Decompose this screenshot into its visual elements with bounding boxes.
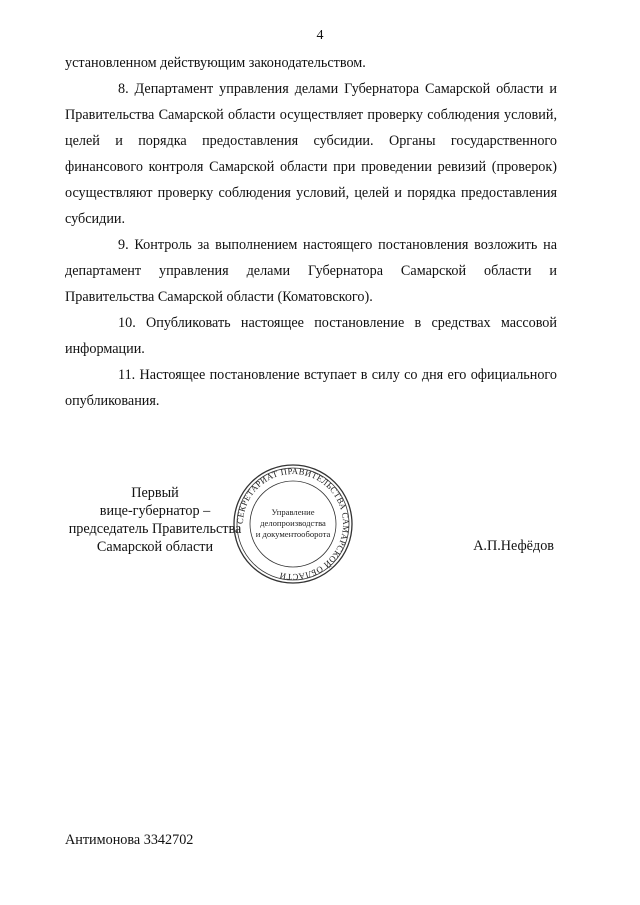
paragraph-continuation: установленном действующим законодательством. xyxy=(65,55,366,71)
seal-center-line: делопроизводства xyxy=(260,518,326,528)
paragraph-10: 10. Опубликовать настоящее постановление в средствах массовой информации. xyxy=(65,315,557,357)
signatory-title-line: Первый xyxy=(131,485,179,501)
paragraph-8: 8. Департамент управления делами Губернатора Самарской области и Правительства Самарской области осуществляет проверку соблюдения условий, целей и порядка предоставления субсидии. Органы государственного финансового контроля Самарской области при проведении ревизий (проверок) осуществляют проверку соблюдения условий, целей и порядка предоставления субсидии. xyxy=(65,81,557,227)
paragraph-11: 11. Настоящее постановление вступает в силу со дня его официального опубликования. xyxy=(65,367,557,409)
signatory-title-line: Самарской области xyxy=(96,539,214,555)
signatory-title-line: вице-губернатор – xyxy=(99,503,211,519)
signatory-title-line: председатель Правительства xyxy=(68,521,242,537)
signatory-name: А.П.Нефёдов xyxy=(473,538,554,554)
document-body xyxy=(65,50,557,414)
seal-center-line: и документооборота xyxy=(255,529,331,539)
seal-center-line: Управление xyxy=(271,507,315,517)
seal-ring-text: СЕКРЕТАРИАТ ПРАВИТЕЛЬСТВА САМАРСКОЙ ОБЛАСТИ xyxy=(234,465,352,583)
official-seal xyxy=(228,463,358,585)
paragraph-9: 9. Контроль за выполнением настоящего постановления возложить на департамент управления делами Губернатора Самарской области и Правительства Самарской области (Коматовского). xyxy=(65,237,557,305)
executor-contact: Антимонова 3342702 xyxy=(65,832,194,848)
page-number: 4 xyxy=(316,28,324,43)
signatory-title xyxy=(55,484,255,556)
